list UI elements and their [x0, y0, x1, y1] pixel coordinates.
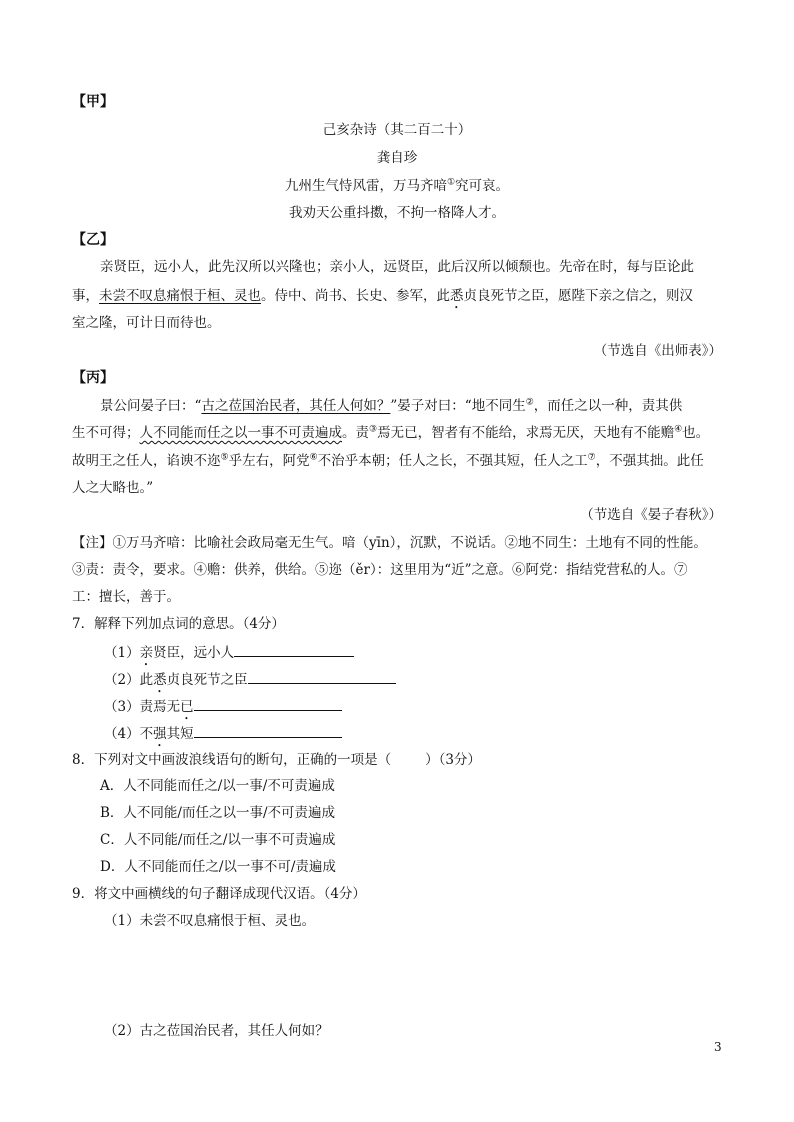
dotted-word-yi: 已	[180, 699, 194, 715]
question-9-item-1: （1）未尝不叹息痛恨于桓、灵也。	[104, 913, 316, 929]
section-bing-label: 【丙】	[72, 370, 114, 386]
dotted-word-qiang: 强	[153, 726, 167, 742]
poem-title: 己亥杂诗（其二百二十）	[322, 122, 472, 138]
yi-paragraph-line-2: 事，未尝不叹息痛恨于桓、灵也。侍中、尚书、长史、参军，此悉贞良死节之臣，愿陛下亲之信之，则汉	[72, 288, 693, 304]
section-jia-label: 【甲】	[72, 94, 114, 110]
answer-bracket-8[interactable]	[391, 749, 425, 764]
bing-paragraph-line-4: 人之大略也。”	[72, 480, 154, 496]
question-8-option-d: D．人不同能而任之/以一事不可/责遍成	[100, 859, 336, 875]
answer-blank-7-1[interactable]	[234, 641, 354, 657]
bing-paragraph-line-1: 景公问晏子曰：“古之莅国治民者，其任人何如？”晏子对曰：“地不同生②，而任之以一种，责其供	[100, 397, 683, 414]
question-8-stem: 8．下列对文中画波浪线语句的断句，正确的一项是（ ）（3分）	[72, 749, 481, 770]
question-8-option-a: A．人不同能而任之/以一事/不可责遍成	[100, 778, 335, 794]
notes-line-1: 【注】①万马齐喑：比喻社会政局毫无生气。喑（yīn），沉默，不说话。②地不同生：土地有不同的性能。	[72, 535, 707, 551]
notes-line-3: 工：擅长，善于。	[72, 589, 180, 605]
section-yi-label: 【乙】	[72, 232, 114, 248]
bing-source: （节选自《晏子春秋》）	[580, 507, 722, 523]
answer-blank-7-4[interactable]	[194, 722, 342, 738]
question-8-option-c: C．人不同能/而任之/以一事不可责遍成	[100, 832, 336, 848]
poem-line-2: 我劝天公重抖擞，不拘一格降人才。	[289, 205, 505, 221]
dotted-word-xi: 悉	[450, 288, 464, 304]
question-7-stem: 7．解释下列加点词的意思。（4分）	[72, 616, 285, 632]
answer-blank-7-3[interactable]	[194, 695, 342, 711]
answer-blank-7-2[interactable]	[248, 668, 396, 684]
underlined-sentence-2: 古之莅国治民者，其任人何如？	[201, 398, 391, 414]
bing-paragraph-line-3: 故明王之任人，谄谀不迩⑤乎左右，阿党⑥不治乎本朝；任人之长，不强其短，任人之工⑦，不强其拙。此任	[72, 452, 704, 469]
poem-line-1: 九州生气恃风雷，万马齐喑①究可哀。	[284, 177, 510, 194]
question-9-stem: 9．将文中画横线的句子翻译成现代汉语。（4分）	[72, 886, 366, 902]
underlined-sentence-1: 未尝不叹息痛恨于桓、灵也	[99, 288, 261, 304]
yi-source: （节选自《出师表》）	[593, 343, 722, 359]
notes-line-2: ③责：责令，要求。④赡：供养，供给。⑤迩（ěr）：这里用为“近”之意。⑥阿党：指结党营私的人。⑦	[72, 562, 688, 578]
dotted-word-xi-2: 悉	[153, 672, 167, 688]
dotted-word-qin: 亲	[139, 645, 154, 661]
question-7-item-4: （4）不强其短	[104, 722, 342, 750]
yi-paragraph-line-1: 亲贤臣，远小人，此先汉所以兴隆也；亲小人，远贤臣，此后汉所以倾颓也。先帝在时，每与臣论此	[100, 259, 694, 275]
question-8-option-b: B．人不同能/而任之以一事/不可责遍成	[100, 805, 336, 821]
yi-paragraph-line-3: 室之隆，可计日而待也。	[72, 315, 221, 331]
question-7-item-3: （3）责焉无已	[104, 695, 342, 723]
page-number: 3	[714, 1040, 722, 1054]
question-7-item-1: （1）亲贤臣，远小人	[104, 641, 354, 669]
wavy-underlined-sentence: 人不同能而任之以一事不可责遍成	[139, 425, 342, 441]
question-9-item-2: （2）古之莅国治民者，其任人何如？	[104, 1023, 329, 1039]
question-7-item-2: （2）此悉贞良死节之臣	[104, 668, 396, 696]
poem-author: 龚自珍	[376, 150, 418, 166]
bing-paragraph-line-2: 生不可得；人不同能而任之以一事不可责遍成。责③焉无已，智者有不能给，求焉无厌，天地有不能赡④也。	[72, 424, 710, 441]
